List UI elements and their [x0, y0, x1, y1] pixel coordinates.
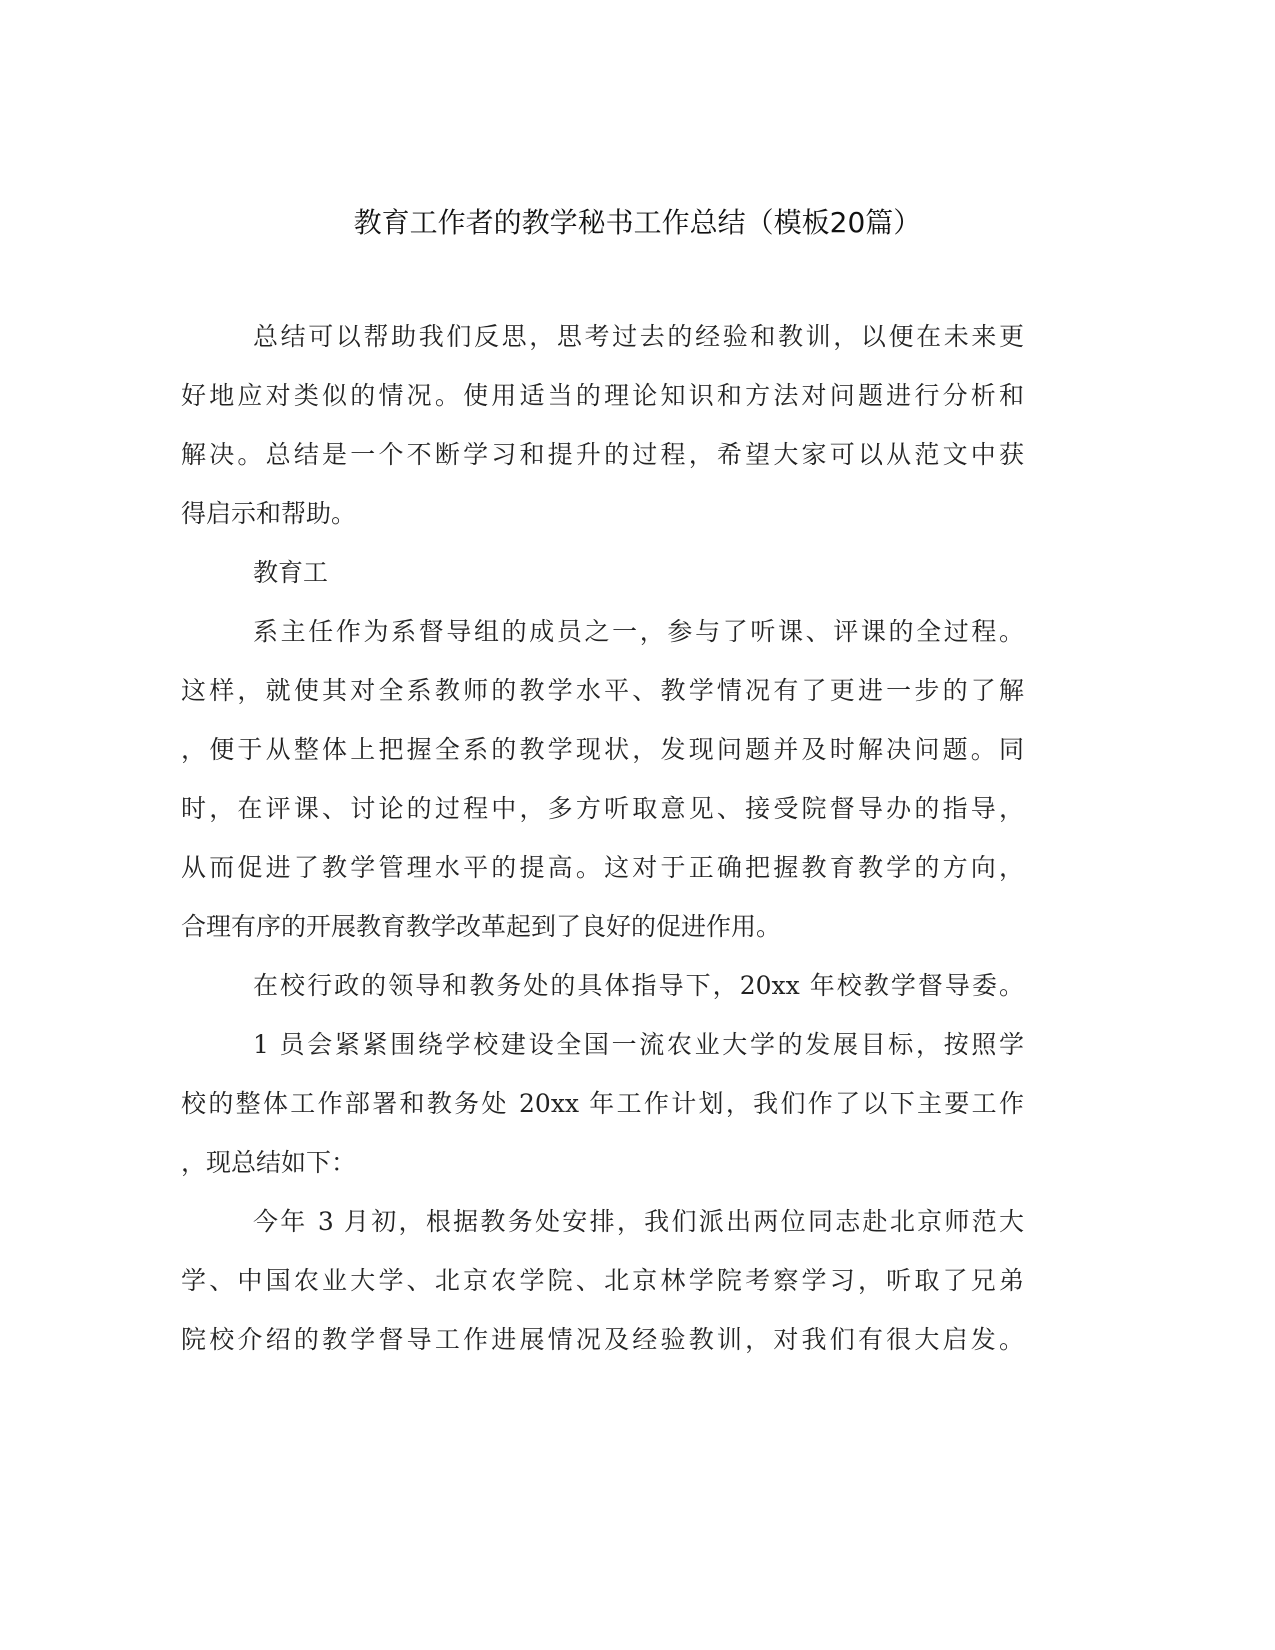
text-line: 系主任作为系督导组的成员之一，参与了听课、评课的全过程。: [253, 617, 1024, 646]
text-line: 院校介绍的教学督导工作进展情况及经验教训，对我们有很大启发。: [181, 1325, 1024, 1354]
text-line: 校的整体工作部署和教务处 20xx 年工作计划，我们作了以下主要工作: [181, 1089, 1024, 1118]
text-line: 好地应对类似的情况。使用适当的理论知识和方法对问题进行分析和: [181, 381, 1024, 410]
text-line: 解决。总结是一个不断学习和提升的过程，希望大家可以从范文中获: [181, 440, 1024, 469]
text-line: 1 员会紧紧围绕学校建设全国一流农业大学的发展目标，按照学: [253, 1030, 1024, 1059]
text-line: 得启示和帮助。: [181, 499, 357, 528]
text-line: 教育工: [253, 558, 329, 587]
document-body: [181, 307, 1024, 1369]
text-line: ，便于从整体上把握全系的教学现状，发现问题并及时解决问题。同: [181, 735, 1024, 764]
text-line: 今年 3 月初，根据教务处安排，我们派出两位同志赴北京师范大: [253, 1207, 1024, 1236]
text-line: 总结可以帮助我们反思，思考过去的经验和教训，以便在未来更: [253, 322, 1024, 351]
text-line: 学、中国农业大学、北京农学院、北京林学院考察学习，听取了兄弟: [181, 1266, 1024, 1295]
text-line: 在校行政的领导和教务处的具体指导下，20xx 年校教学督导委。: [253, 971, 1024, 1000]
text-line: 合理有序的开展教育教学改革起到了良好的促进作用。: [181, 912, 782, 941]
text-line: 这样，就使其对全系教师的教学水平、教学情况有了更进一步的了解: [181, 676, 1024, 705]
text-line: 时，在评课、讨论的过程中，多方听取意见、接受院督导办的指导，: [181, 794, 1024, 823]
text-line: 从而促进了教学管理水平的提高。这对于正确把握教育教学的方向，: [181, 853, 1024, 882]
text-line: ，现总结如下：: [181, 1148, 357, 1177]
document-title: 教育工作者的教学秘书工作总结（模板20篇）: [353, 206, 922, 239]
